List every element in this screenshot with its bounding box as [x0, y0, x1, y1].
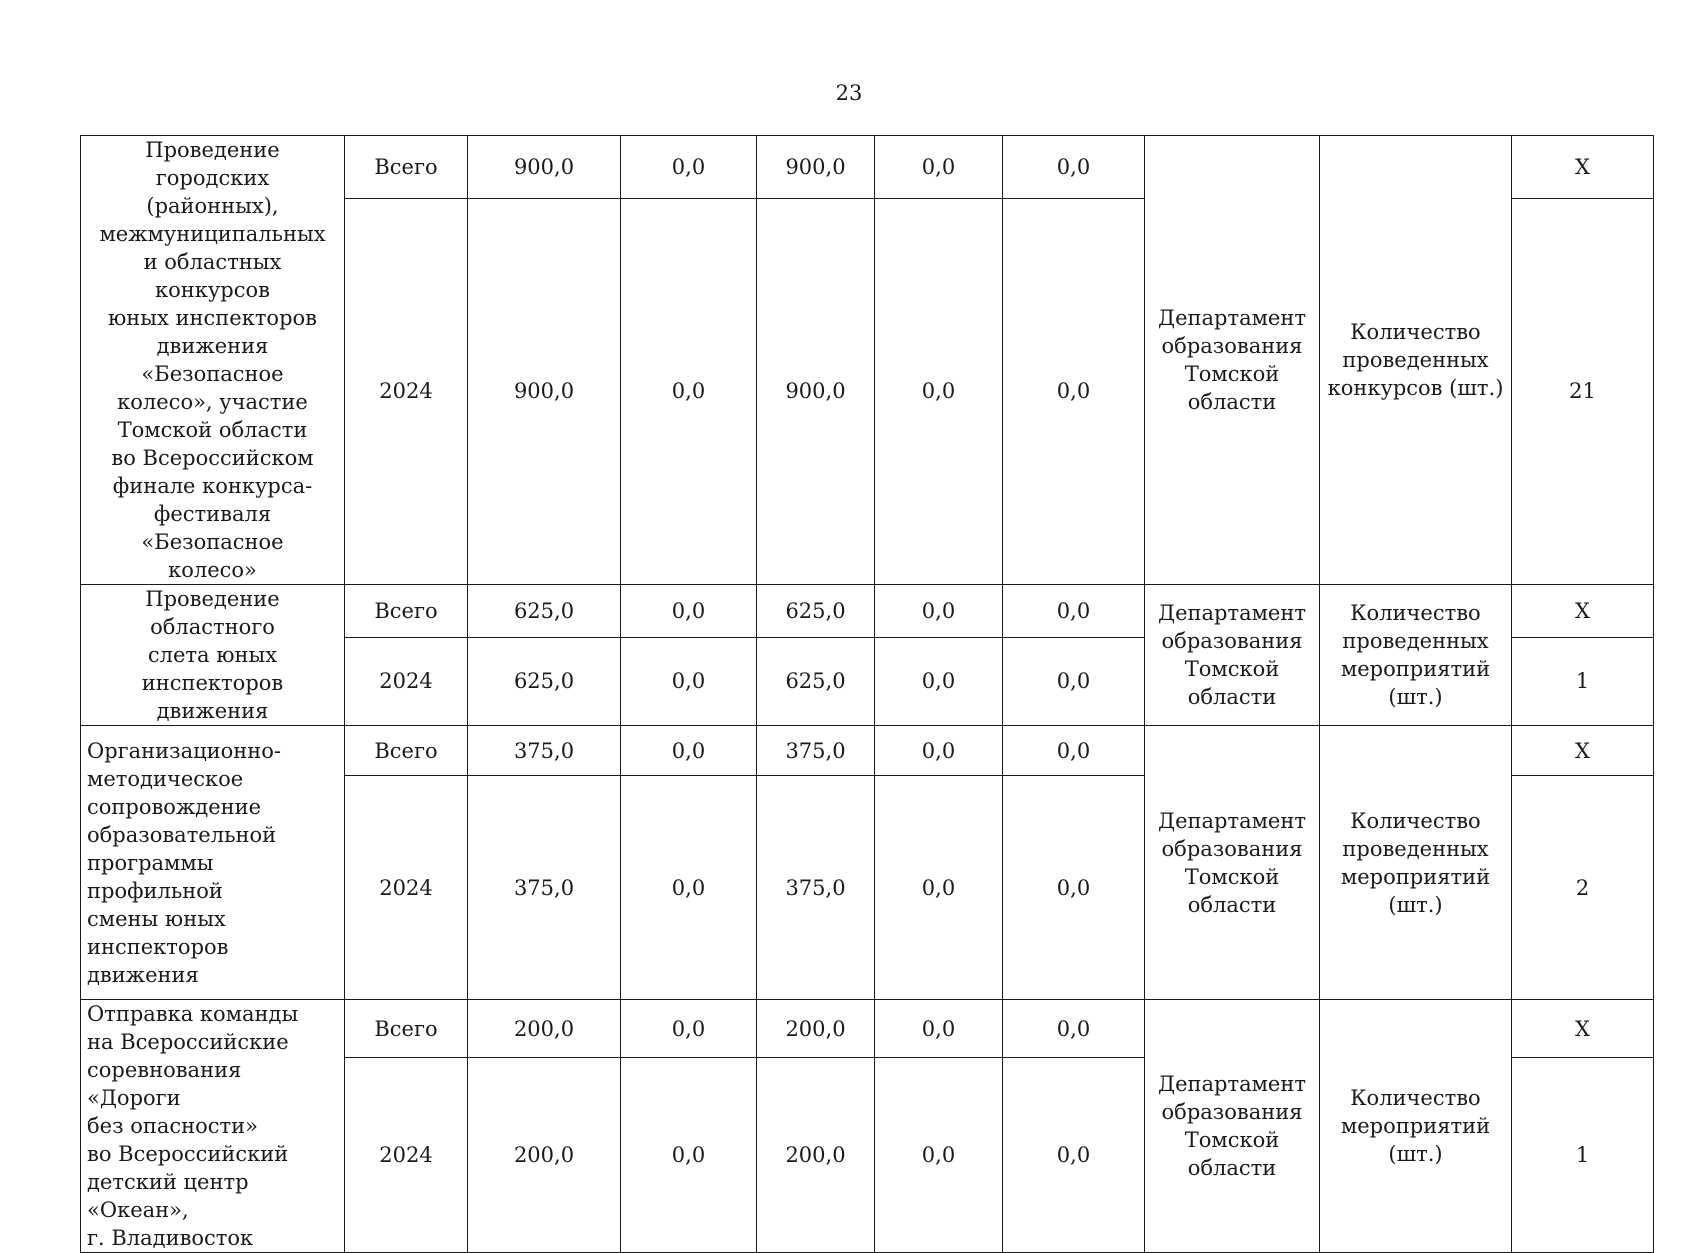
activity-name: Проведение городских (районных), межмуниципальных и областных конкурсов юных инспекторов движения «Безопасное колесо», участие Томской области во Всероссийском финале конкурса- фестиваля «Безопасное колесо» [81, 136, 345, 585]
amount-other: 0,0 [1003, 198, 1145, 584]
amount-other: 0,0 [1003, 1058, 1145, 1253]
period-label: 2024 [345, 637, 468, 725]
period-label: Всего [345, 726, 468, 776]
amount-other: 0,0 [1003, 776, 1145, 1000]
period-label: 2024 [345, 198, 468, 584]
amount-other: 0,0 [1003, 136, 1145, 199]
indicator-value: 2 [1512, 776, 1654, 1000]
amount-other: 0,0 [1003, 585, 1145, 638]
amount-total: 900,0 [468, 136, 621, 199]
amount-federal: 0,0 [621, 637, 757, 725]
indicator-value: Х [1512, 1000, 1654, 1058]
executor: Департамент образования Томской области [1145, 136, 1320, 585]
amount-regional: 375,0 [757, 726, 875, 776]
amount-federal: 0,0 [621, 1000, 757, 1058]
amount-local: 0,0 [875, 1000, 1003, 1058]
amount-federal: 0,0 [621, 1058, 757, 1253]
executor: Департамент образования Томской области [1145, 726, 1320, 1000]
amount-other: 0,0 [1003, 1000, 1145, 1058]
table-row [81, 136, 1654, 199]
indicator: Количество проведенных мероприятий (шт.) [1320, 585, 1512, 726]
period-label: Всего [345, 136, 468, 199]
executor: Департамент образования Томской области [1145, 585, 1320, 726]
amount-regional: 625,0 [757, 637, 875, 725]
amount-total: 625,0 [468, 585, 621, 638]
period-label: 2024 [345, 776, 468, 1000]
amount-regional: 625,0 [757, 585, 875, 638]
amount-federal: 0,0 [621, 776, 757, 1000]
indicator-value: Х [1512, 726, 1654, 776]
page-number: 23 [835, 81, 863, 105]
activity-name: Проведение областного слета юных инспекторов движения [81, 585, 345, 726]
amount-federal: 0,0 [621, 136, 757, 199]
amount-regional: 900,0 [757, 136, 875, 199]
amount-local: 0,0 [875, 198, 1003, 584]
amount-total: 375,0 [468, 776, 621, 1000]
amount-local: 0,0 [875, 1058, 1003, 1253]
table-row [81, 726, 1654, 776]
period-label: Всего [345, 1000, 468, 1058]
amount-total: 900,0 [468, 198, 621, 584]
period-label: 2024 [345, 1058, 468, 1253]
amount-regional: 900,0 [757, 198, 875, 584]
amount-total: 200,0 [468, 1058, 621, 1253]
executor: Департамент образования Томской области [1145, 1000, 1320, 1253]
activity-name: Отправка команды на Всероссийские соревнования «Дороги без опасности» во Всероссийский детский центр «Океан», г. Владивосток [81, 1000, 345, 1253]
amount-other: 0,0 [1003, 726, 1145, 776]
amount-regional: 375,0 [757, 776, 875, 1000]
activity-name: Организационно- методическое сопровождение образовательной программы профильной смены юных инспекторов движения [81, 726, 345, 1000]
indicator: Количество проведенных конкурсов (шт.) [1320, 136, 1512, 585]
indicator-value: 1 [1512, 637, 1654, 725]
amount-total: 200,0 [468, 1000, 621, 1058]
indicator: Количество мероприятий (шт.) [1320, 1000, 1512, 1253]
amount-other: 0,0 [1003, 637, 1145, 725]
indicator-value: 21 [1512, 198, 1654, 584]
budget-table [80, 135, 1654, 1253]
amount-total: 375,0 [468, 726, 621, 776]
amount-local: 0,0 [875, 136, 1003, 199]
amount-local: 0,0 [875, 637, 1003, 725]
amount-local: 0,0 [875, 776, 1003, 1000]
amount-regional: 200,0 [757, 1000, 875, 1058]
table-row [81, 1000, 1654, 1058]
amount-federal: 0,0 [621, 585, 757, 638]
indicator-value: Х [1512, 585, 1654, 638]
table-row [81, 585, 1654, 638]
amount-local: 0,0 [875, 726, 1003, 776]
amount-federal: 0,0 [621, 726, 757, 776]
period-label: Всего [345, 585, 468, 638]
indicator: Количество проведенных мероприятий (шт.) [1320, 726, 1512, 1000]
amount-total: 625,0 [468, 637, 621, 725]
amount-local: 0,0 [875, 585, 1003, 638]
indicator-value: 1 [1512, 1058, 1654, 1253]
indicator-value: Х [1512, 136, 1654, 199]
amount-regional: 200,0 [757, 1058, 875, 1253]
amount-federal: 0,0 [621, 198, 757, 584]
